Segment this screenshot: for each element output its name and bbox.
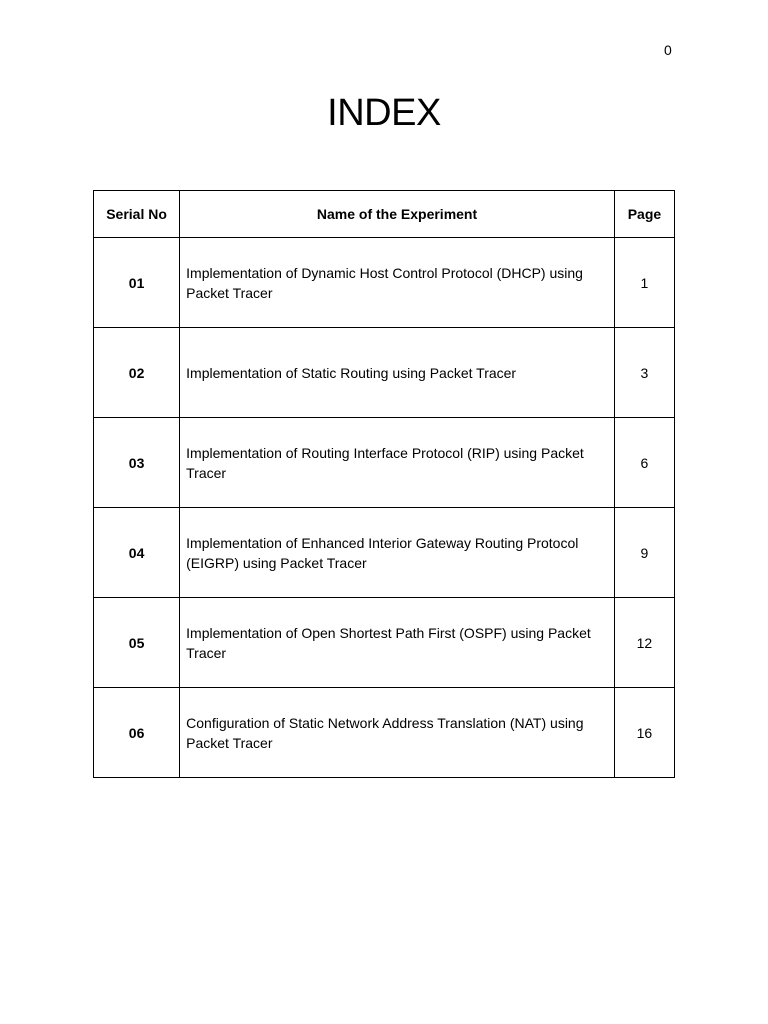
- experiment-name-cell: Configuration of Static Network Address Translation (NAT) using Packet Tracer: [180, 688, 615, 778]
- serial-cell: 05: [94, 598, 180, 688]
- table-header-row: [94, 191, 675, 238]
- table-row: [94, 328, 675, 418]
- index-table: [93, 190, 675, 778]
- serial-cell: 06: [94, 688, 180, 778]
- serial-cell: 04: [94, 508, 180, 598]
- page-cell: 3: [614, 328, 674, 418]
- table-row: [94, 238, 675, 328]
- page-cell: 12: [614, 598, 674, 688]
- table-row: [94, 688, 675, 778]
- page-number: 0: [664, 42, 672, 58]
- page-title: INDEX: [327, 92, 441, 134]
- page-cell: 9: [614, 508, 674, 598]
- experiment-name-cell: Implementation of Enhanced Interior Gateway Routing Protocol (EIGRP) using Packet Tracer: [180, 508, 615, 598]
- serial-cell: 01: [94, 238, 180, 328]
- table-row: [94, 508, 675, 598]
- page-cell: 16: [614, 688, 674, 778]
- header-page: Page: [614, 191, 674, 238]
- header-experiment-name: Name of the Experiment: [180, 191, 615, 238]
- experiment-name-cell: Implementation of Routing Interface Protocol (RIP) using Packet Tracer: [180, 418, 615, 508]
- experiment-name-cell: Implementation of Static Routing using Packet Tracer: [180, 328, 615, 418]
- table-row: [94, 598, 675, 688]
- serial-cell: 02: [94, 328, 180, 418]
- header-serial-no: Serial No: [94, 191, 180, 238]
- page-cell: 6: [614, 418, 674, 508]
- table-row: [94, 418, 675, 508]
- page-cell: 1: [614, 238, 674, 328]
- experiment-name-cell: Implementation of Open Shortest Path First (OSPF) using Packet Tracer: [180, 598, 615, 688]
- experiment-name-cell: Implementation of Dynamic Host Control Protocol (DHCP) using Packet Tracer: [180, 238, 615, 328]
- serial-cell: 03: [94, 418, 180, 508]
